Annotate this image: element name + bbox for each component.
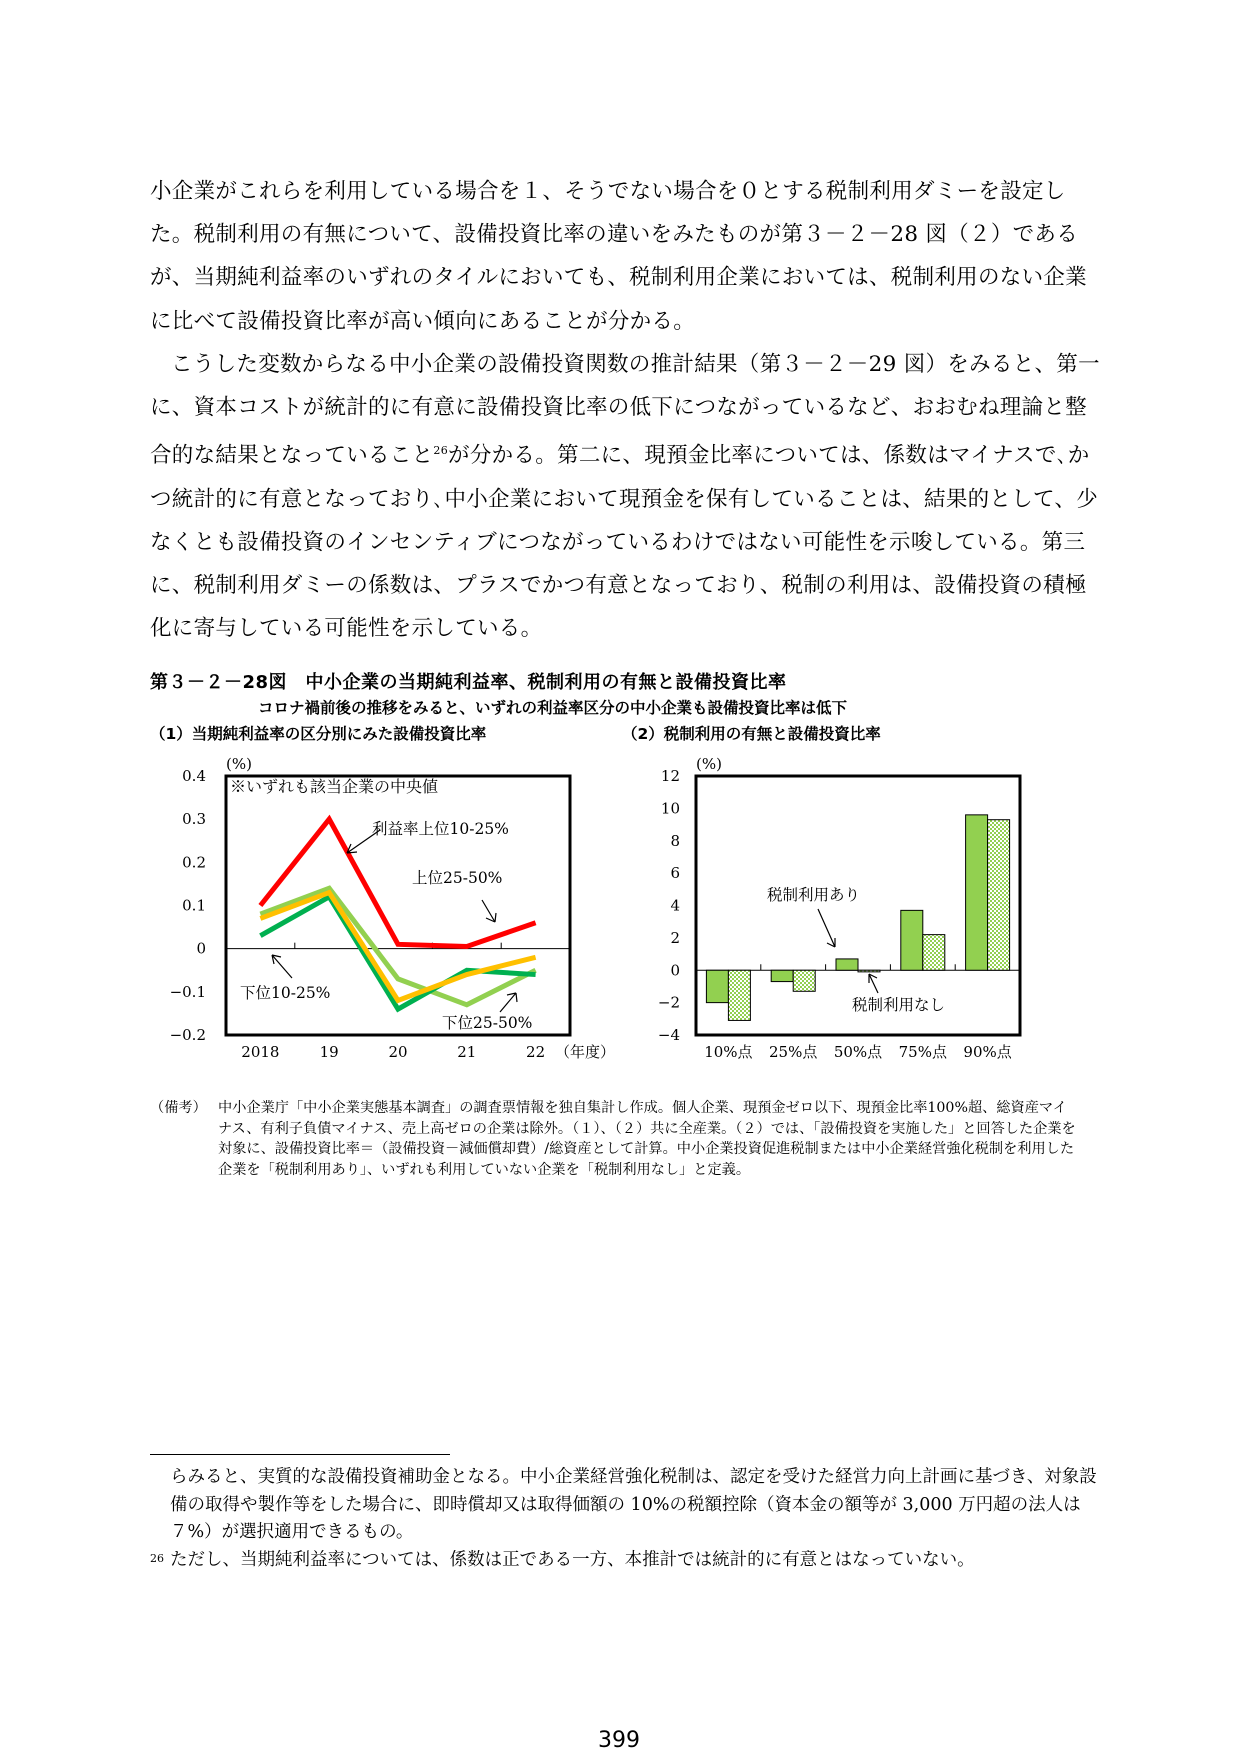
footnotes (150, 1464, 1100, 1574)
page-number: 399 (598, 1728, 640, 1753)
figure-subtitle: コロナ禍前後の推移をみると、いずれの利益率区分の中小企業も設備投資比率は低下 (258, 699, 848, 717)
bar-chart (640, 752, 1040, 1077)
legend-label-bottom10-25: 下位10-25% (240, 984, 331, 1002)
legend-label-bottom25-50: 下位25-50% (442, 1014, 533, 1032)
y-tick-label: 0 (196, 939, 206, 958)
x-tick-label: 2018 (241, 1043, 280, 1061)
arrow-bottom25-50 (500, 993, 517, 1012)
figure-title: 第３－２－28図 中小企業の当期純利益率、税制利用の有無と設備投資比率 (150, 672, 787, 693)
bar-with-tax (966, 815, 988, 970)
paragraph-1: 小企業がこれらを利用している場合を１、そうでない場合を０とする税制利用ダミーを設定した。税制利用の有無について、設備投資比率の違いをみたものが第３－２－28 図（２）であるが、当期純利益率のいずれのタイルにおいても、税制利用企業においては、税制利用のない企業に比べて設備投資比率が高い傾向にあることが分かる。 (150, 179, 1087, 334)
y-tick-label: 0.1 (182, 896, 206, 915)
y-tick-label: 6 (670, 864, 680, 883)
y-tick-label: 10 (660, 799, 680, 818)
x-tick-label: 75%点 (898, 1043, 947, 1061)
y-tick-label: 2 (670, 928, 680, 947)
paragraph-2-part-a: こうした変数からなる中小企業の設備投資関数の推計結果（第３－２－29 図）をみると、第一に、資本コストが統計的に有意に設備投資比率の低下につながっているなど、おおむね理論と整合的な結果となっていること (150, 351, 1100, 469)
x-tick-label: 20 (388, 1043, 408, 1061)
y-tick-label: 0.3 (182, 810, 206, 829)
y-tick-label: −0.1 (169, 982, 206, 1001)
chart-note: ※いずれも該当企業の中央値 (230, 777, 439, 796)
y-tick-label: 4 (670, 896, 680, 915)
bar-without-tax (858, 970, 880, 972)
arrow-bottom10-25 (272, 955, 292, 978)
panel-1-title: （1）当期純利益率の区分別にみた設備投資比率 (150, 725, 487, 743)
bar-without-tax (923, 935, 945, 971)
arrow-top10-25 (347, 830, 380, 853)
x-tick-label: 90%点 (963, 1043, 1012, 1061)
y-tick-label: 0 (670, 961, 680, 980)
y-tick-label: 8 (670, 831, 680, 850)
y-tick-label: −0.2 (169, 1026, 206, 1044)
footnote-26-text: ただし、当期純利益率については、係数は正である一方、本推計では統計的に有意とはなっていない。 (170, 1549, 975, 1570)
notes-text: 中小企業庁「中小企業実態基本調査」の調査票情報を独自集計し作成。個人企業、現預金ゼロ以下、現預金比率100%超、総資産マイナス、有利子負債マイナス、売上高ゼロの企業は除外。（１）、（２）共に全産業。（２）では、「設備投資を実施した」と回答した企業を対象に、設備投資比率＝（設備投資－減価償却費）/総資産として計算。中小企業投資促進税制または中小企業経営強化税制を利用した企業を「税制利用あり」、いずれも利用していない企業を「税制利用なし」と定義。 (218, 1100, 1076, 1178)
footnote-26 (150, 1547, 1100, 1575)
x-tick-label: 10%点 (704, 1043, 753, 1061)
figure-notes (150, 1098, 1080, 1180)
footnote-ref-26: 26 (433, 444, 449, 458)
legend-label-top25-50: 上位25-50% (412, 869, 503, 887)
y-unit-label: (%) (696, 755, 722, 773)
y-tick-label: −4 (657, 1026, 680, 1044)
arrow-without-tax (869, 974, 878, 993)
bar-with-tax (706, 970, 728, 1002)
legend-label-top10-25: 利益率上位10-25% (372, 820, 509, 838)
paragraph-2 (150, 343, 1100, 651)
bar-without-tax (728, 970, 750, 1020)
notes-label: （備考） (150, 1100, 207, 1116)
bar-without-tax (988, 820, 1010, 971)
panel-2-title: （2）税制利用の有無と設備投資比率 (622, 725, 881, 743)
footnote-26-mark: 26 (150, 1551, 164, 1565)
footnote-continued: らみると、実質的な設備投資補助金となる。中小企業経営強化税制は、認定を受けた経営力向上計画に基づき、対象設備の取得や製作等をした場合に、即時償却又は取得価額の 10%の税額控除（資本金の額等が 3,000 万円超の法人は７%）が選択適用できるもの。 (170, 1467, 1097, 1542)
arrow-top25-50 (482, 900, 496, 922)
x-tick-label: 25%点 (769, 1043, 818, 1061)
y-tick-label: 0.4 (182, 767, 206, 785)
y-tick-label: 12 (660, 767, 680, 785)
arrow-with-tax (818, 909, 835, 947)
x-tick-label: 22 (526, 1043, 546, 1061)
line-chart (150, 752, 620, 1077)
x-suffix-label: （年度） (555, 1043, 616, 1061)
body-text (150, 170, 1100, 650)
paragraph-2-part-b: が分かる。第二に、現預金比率については、係数はマイナスで､かつ統計的に有意となっており､中小企業において現預金を保有していることは、結果的として、少なくとも設備投資のインセンティブにつながっているわけではない可能性を示唆している。第三に、税制利用ダミーの係数は、プラスでかつ有意となっており、税制の利用は、設備投資の積極化に寄与している可能性を示している。 (150, 443, 1099, 642)
x-tick-label: 50%点 (833, 1043, 883, 1061)
bar-with-tax (771, 970, 793, 981)
x-tick-label: 21 (457, 1043, 477, 1061)
y-tick-label: −2 (657, 993, 680, 1012)
footnote-rule (150, 1454, 450, 1455)
x-tick-label: 19 (319, 1043, 339, 1061)
y-tick-label: 0.2 (182, 853, 206, 872)
bar-without-tax (793, 970, 815, 991)
bar-with-tax (901, 910, 923, 970)
legend-label-without-tax: 税制利用なし (852, 996, 946, 1014)
y-unit-label: (%) (226, 755, 252, 773)
bar-with-tax (836, 959, 858, 970)
legend-label-with-tax: 税制利用あり (767, 886, 861, 904)
annotation-arrows (818, 909, 878, 993)
